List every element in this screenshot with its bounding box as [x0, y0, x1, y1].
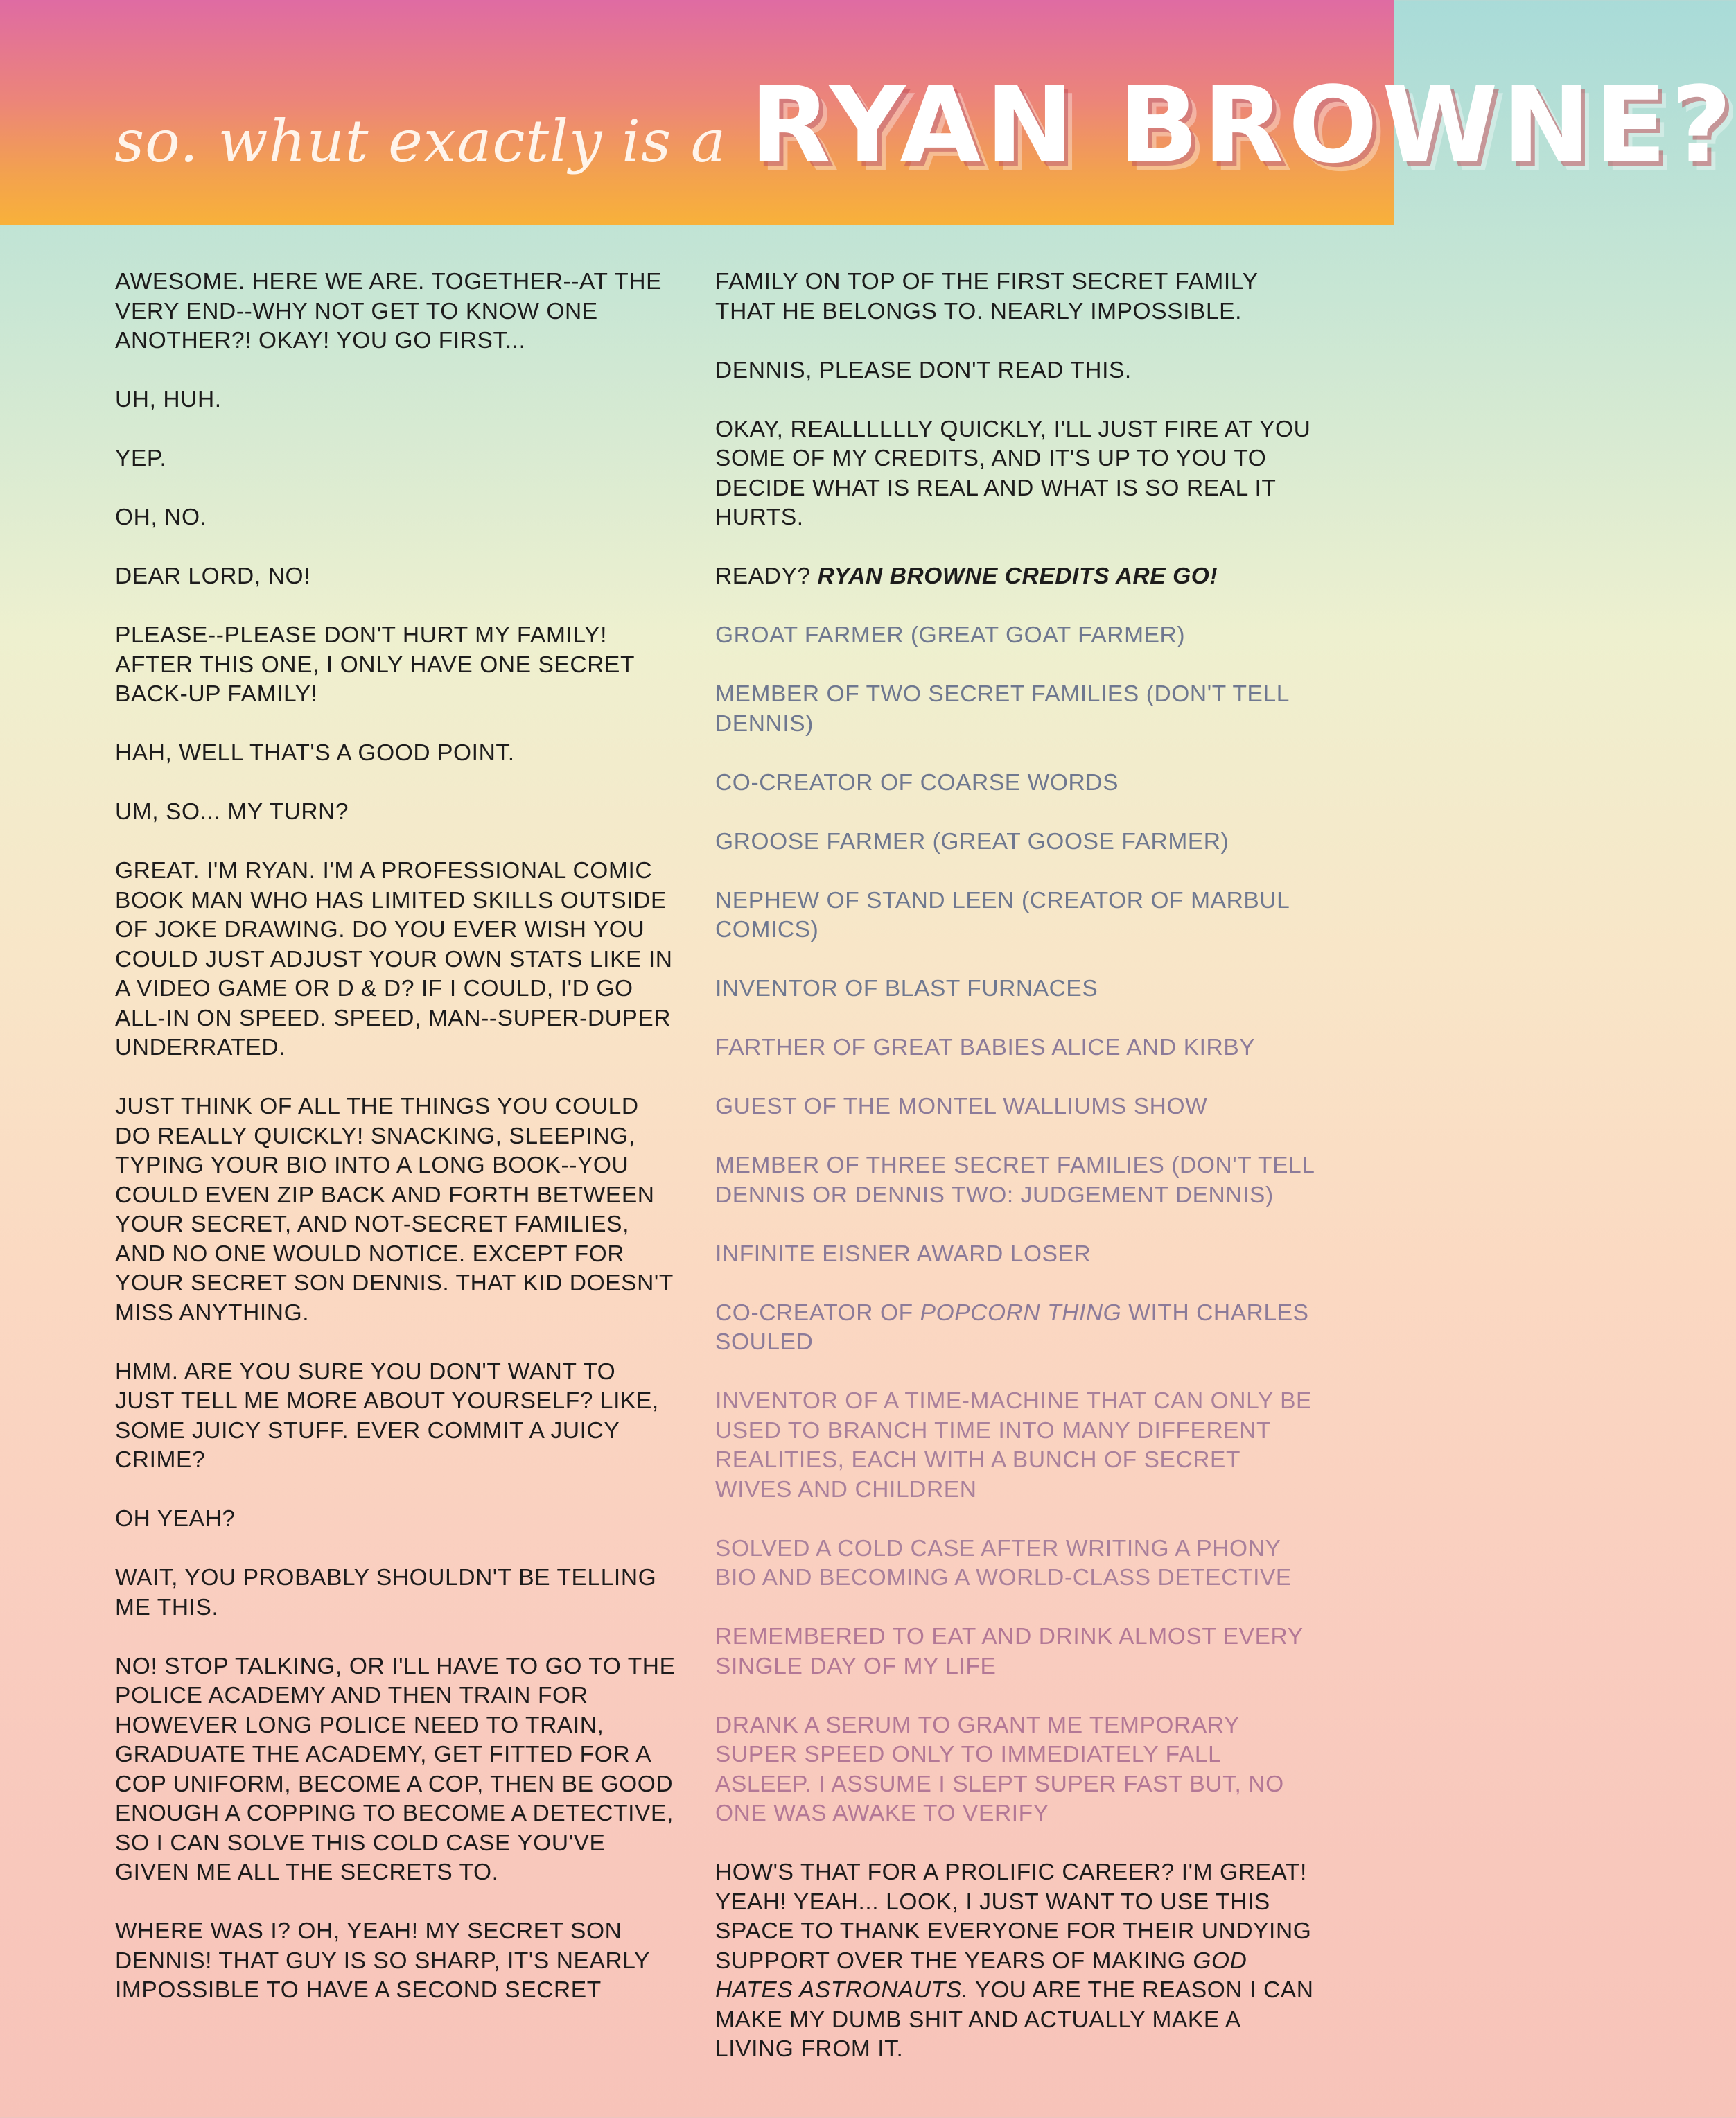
popcorn-prefix: CO-CREATOR OF	[715, 1299, 920, 1326]
popcorn-suffix: WITH CHARLES SOULED	[715, 1299, 1309, 1355]
paragraph: HAH, WELL THAT'S A GOOD POINT.	[115, 740, 515, 766]
paragraph: FAMILY ON TOP OF THE FIRST SECRET FAMILY THAT HE BELONGS TO. NEARLY IMPOSSIBLE.	[715, 269, 1258, 324]
header-title	[114, 64, 1736, 189]
paragraph: NO! STOP TALKING, OR I'LL HAVE TO GO TO THE POLICE ACADEMY AND THEN TRAIN FOR HOWEVER LONG POLICE NEED TO TRAIN, GRADUATE THE ACADEMY, GET FITTED FOR A COP UNIFORM, BECOME A COP, THEN BE GOOD ENOUGH A COPPING TO BECOME A DETECTIVE, SO I CAN SOLVE THIS COLD CASE YOU'VE GIVEN ME ALL THE SECRETS TO.	[115, 1653, 676, 1885]
paragraph: GREAT. I'M RYAN. I'M A PROFESSIONAL COMIC BOOK MAN WHO HAS LIMITED SKILLS OUTSIDE OF JOKE DRAWING. DO YOU EVER WISH YOU COULD JUST ADJUST YOUR OWN STATS LIKE IN A VIDEO GAME OR D & D? IF I COULD, I'D GO ALL-IN ON SPEED. SPEED, MAN--SUPER-DUPER UNDERRATED.	[115, 858, 673, 1060]
credit-item: REMEMBERED TO EAT AND DRINK ALMOST EVERY SINGLE DAY OF MY LIFE	[715, 1624, 1304, 1679]
left-column	[115, 268, 680, 2035]
page-header	[0, 0, 1736, 225]
paragraph: DENNIS, PLEASE DON'T READ THIS.	[715, 357, 1132, 383]
closing-paragraph	[715, 1858, 1318, 2065]
paragraph: AWESOME. HERE WE ARE. TOGETHER--AT THE VERY END--WHY NOT GET TO KNOW ONE ANOTHER?! OKAY! YOU GO FIRST...	[115, 269, 663, 353]
credit-item: NEPHEW OF STAND LEEN (CREATOR OF MARBUL COMICS)	[715, 887, 1290, 943]
ready-prefix: READY?	[715, 563, 818, 589]
paragraph: HMM. ARE YOU SURE YOU DON'T WANT TO JUST TELL ME MORE ABOUT YOURSELF? LIKE, SOME JUICY STUFF. EVER COMMIT A JUICY CRIME?	[115, 1358, 659, 1473]
header-name: RYAN BROWNE?	[749, 64, 1736, 186]
credit-item-popcorn	[715, 1299, 1318, 1358]
paragraph: UM, SO... MY TURN?	[115, 799, 349, 825]
paragraph: OH, NO.	[115, 505, 207, 530]
ready-emphasis: RYAN BROWNE CREDITS ARE GO!	[817, 563, 1218, 589]
credit-item: GROAT FARMER (GREAT GOAT FARMER)	[715, 622, 1186, 648]
credit-item: MEMBER OF TWO SECRET FAMILIES (DON'T TELL DENNIS)	[715, 681, 1289, 737]
paragraph: JUST THINK OF ALL THE THINGS YOU COULD DO REALLY QUICKLY! SNACKING, SLEEPING, TYPING YOUR BIO INTO A LONG BOOK--YOU COULD EVEN ZIP BACK AND FORTH BETWEEN YOUR SECRET, AND NOT-SECRET FAMILIES, AND NO ONE WOULD NOTICE. EXCEPT FOR YOUR SECRET SON DENNIS. THAT KID DOESN'T MISS ANYTHING.	[115, 1094, 674, 1326]
ready-line	[715, 562, 1318, 592]
paragraph: OH YEAH?	[115, 1506, 236, 1532]
popcorn-title: POPCORN THING	[920, 1299, 1122, 1326]
paragraph: DEAR LORD, NO!	[115, 563, 311, 589]
credit-item: INVENTOR OF BLAST FURNACES	[715, 976, 1098, 1001]
paragraph: WAIT, YOU PROBABLY SHOULDN'T BE TELLING ME THIS.	[115, 1565, 657, 1620]
paragraph: PLEASE--PLEASE DON'T HURT MY FAMILY! AFTER THIS ONE, I ONLY HAVE ONE SECRET BACK-UP FAMILY!	[115, 622, 635, 707]
closing-title: GOD HATES ASTRONAUTS.	[715, 1948, 1247, 2003]
credit-item: MEMBER OF THREE SECRET FAMILIES (DON'T TELL DENNIS OR DENNIS TWO: JUDGEMENT DENNIS)	[715, 1153, 1315, 1208]
credit-item: SOLVED A COLD CASE AFTER WRITING A PHONY BIO AND BECOMING A WORLD-CLASS DETECTIVE	[715, 1535, 1292, 1591]
header-lead: so. whut exactly is a	[114, 107, 726, 175]
right-column	[715, 268, 1318, 2094]
paragraph: UH, HUH.	[115, 387, 222, 412]
credits-list	[715, 621, 1318, 1829]
credit-item: GUEST OF THE MONTEL WALLIUMS SHOW	[715, 1094, 1208, 1119]
paragraph: WHERE WAS I? OH, YEAH! MY SECRET SON DENNIS! THAT GUY IS SO SHARP, IT'S NEARLY IMPOSSIBLE TO HAVE A SECOND SECRET	[115, 1918, 650, 2003]
paragraph: OKAY, REALLLLLLY QUICKLY, I'LL JUST FIRE AT YOU SOME OF MY CREDITS, AND IT'S UP TO YOU TO DECIDE WHAT IS REAL AND WHAT IS SO REAL IT HURTS.	[715, 416, 1311, 530]
credit-item: INFINITE EISNER AWARD LOSER	[715, 1241, 1091, 1267]
closing-prefix: HOW'S THAT FOR A PROLIFIC CAREER? I'M GREAT! YEAH! YEAH... LOOK, I JUST WANT TO USE THIS SPACE TO THANK EVERYONE FOR THEIR UNDYING SUPPORT OVER THE YEARS OF MAKING	[715, 1859, 1312, 1974]
credit-item: FARTHER OF GREAT BABIES ALICE AND KIRBY	[715, 1035, 1256, 1060]
closing-suffix: YOU ARE THE REASON I CAN MAKE MY DUMB SHIT AND ACTUALLY MAKE A LIVING FROM IT.	[715, 1977, 1314, 2062]
credit-item: DRANK A SERUM TO GRANT ME TEMPORARY SUPER SPEED ONLY TO IMMEDIATELY FALL ASLEEP. I ASSUME I SLEPT SUPER FAST BUT, NO ONE WAS AWAKE TO VERIFY	[715, 1712, 1284, 1826]
credit-item: GROOSE FARMER (GREAT GOOSE FARMER)	[715, 828, 1229, 855]
paragraph: YEP.	[115, 446, 167, 471]
credit-item: CO-CREATOR OF COARSE WORDS	[715, 769, 1119, 796]
credit-item: INVENTOR OF A TIME-MACHINE THAT CAN ONLY BE USED TO BRANCH TIME INTO MANY DIFFERENT REALITIES, EACH WITH A BUNCH OF SECRET WIVES AND CHILDREN	[715, 1388, 1312, 1503]
